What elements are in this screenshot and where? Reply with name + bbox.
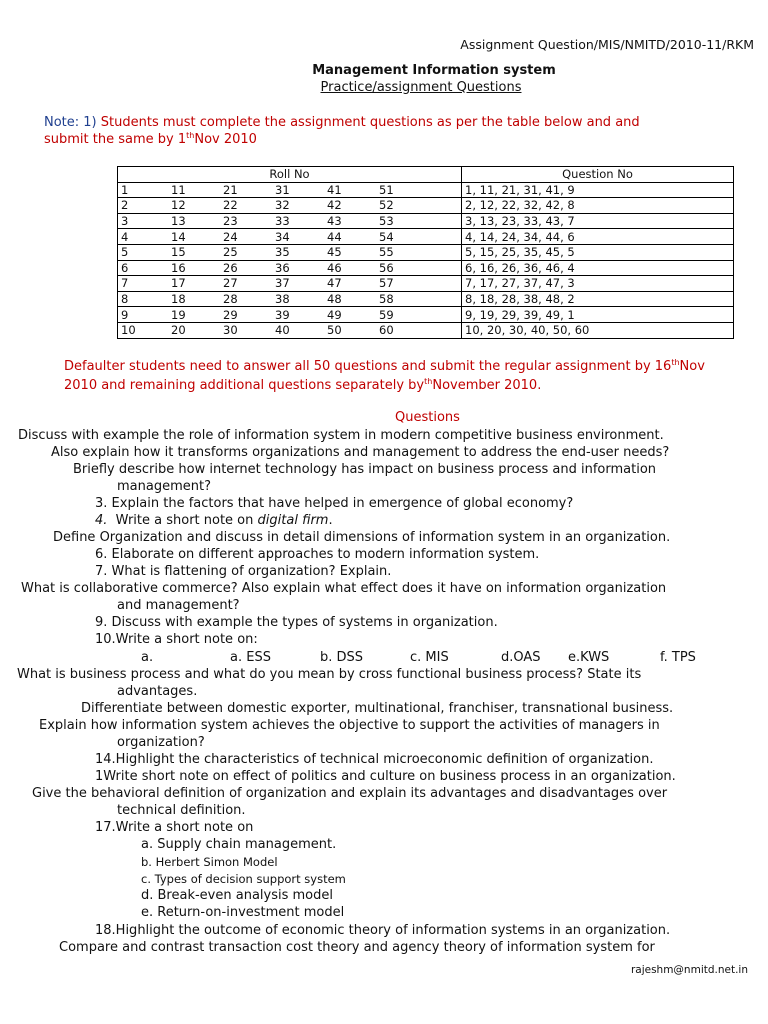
- question-4-number: 4.: [95, 513, 108, 528]
- table-header-row: [118, 167, 734, 183]
- roll-number: 58: [379, 292, 394, 307]
- roll-numbers-cell: [118, 276, 462, 292]
- roll-number: 27: [223, 276, 238, 291]
- question-17-d: d. Break-even analysis model: [141, 888, 333, 903]
- roll-numbers-cell: [118, 260, 462, 276]
- question-numbers-cell: 1, 11, 21, 31, 41, 9: [462, 182, 734, 198]
- note-superscript: th: [186, 131, 195, 140]
- question-17-a: a. Supply chain management.: [141, 837, 337, 852]
- option-ess: a. ESS: [230, 650, 271, 665]
- question-3: 3. Explain the factors that have helped in emergence of global economy?: [95, 496, 574, 511]
- question-numbers-cell: 4, 14, 24, 34, 44, 6: [462, 229, 734, 245]
- roll-number: 15: [171, 245, 186, 260]
- question-1: Discuss with example the role of information system in modern competitive business environment.: [18, 428, 664, 443]
- roll-number: 4: [121, 229, 129, 244]
- defaulter-line2: 2010 and remaining additional questions separately by: [64, 378, 425, 393]
- roll-number: 18: [171, 292, 186, 307]
- footer-email: rajeshm@nmitd.net.in: [630, 964, 748, 976]
- roll-number: 39: [275, 307, 290, 322]
- roll-no-header: Roll No: [118, 167, 462, 183]
- table-row: [118, 244, 734, 260]
- roll-number: 35: [275, 245, 290, 260]
- option-kws: e.KWS: [568, 650, 610, 665]
- roll-number: 11: [171, 182, 186, 197]
- question-14: 14.Highlight the characteristics of technical microeconomic definition of organization.: [95, 752, 654, 767]
- option-blank: a.: [141, 650, 154, 665]
- roll-number: 3: [121, 214, 129, 229]
- question-17: 17.Write a short note on: [95, 820, 254, 835]
- roll-number: 2: [121, 198, 129, 213]
- roll-number: 1: [121, 182, 129, 197]
- roll-number: 20: [171, 323, 186, 338]
- roll-number: 34: [275, 229, 290, 244]
- table-row: [118, 322, 734, 338]
- roll-number: 7: [121, 276, 129, 291]
- roll-numbers-cell: [118, 322, 462, 338]
- note-line2-a: submit the: [44, 132, 115, 147]
- roll-number: 28: [223, 292, 238, 307]
- table-row: [118, 276, 734, 292]
- roll-number: 19: [171, 307, 186, 322]
- defaulter-note: [64, 357, 768, 395]
- roll-number: 30: [223, 323, 238, 338]
- roll-number: 60: [379, 323, 394, 338]
- question-11: What is business process and what do you mean by cross functional business process? State its: [17, 667, 642, 682]
- roll-number: 46: [327, 260, 342, 275]
- defaulter-superscript-2: th: [424, 377, 433, 386]
- roll-number: 42: [327, 198, 342, 213]
- roll-number: 9: [121, 307, 129, 322]
- note-line1: Students must complete the assignment questions as per the table below and and: [100, 115, 640, 130]
- table-row: [118, 213, 734, 229]
- roll-number: 59: [379, 307, 394, 322]
- roll-number: 43: [327, 214, 342, 229]
- roll-number: 6: [121, 260, 129, 275]
- option-oas: d.OAS: [501, 650, 541, 665]
- roll-number: 26: [223, 260, 238, 275]
- roll-number: 24: [223, 229, 238, 244]
- question-17-c: c. Types of decision support system: [141, 872, 346, 886]
- roll-number: 12: [171, 198, 186, 213]
- question-10: 10.Write a short note on:: [95, 632, 258, 647]
- roll-number: 54: [379, 229, 394, 244]
- roll-numbers-cell: [118, 307, 462, 323]
- defaulter-superscript-1: th: [671, 358, 680, 367]
- question-19: Compare and contrast transaction cost theory and agency theory of information system for: [59, 940, 655, 955]
- question-13-continued: organization?: [117, 735, 205, 750]
- document-subtitle: Practice/assignment Questions: [320, 80, 522, 95]
- roll-number: 31: [275, 182, 290, 197]
- document-title: Management Information system: [312, 63, 556, 78]
- note-line2-c: Nov 2010: [194, 132, 257, 147]
- roll-number: 56: [379, 260, 394, 275]
- document-reference: Assignment Question/MIS/NMITD/2010-11/RKM: [460, 37, 754, 52]
- roll-number: 8: [121, 292, 129, 307]
- roll-numbers-cell: [118, 229, 462, 245]
- submission-note: [44, 114, 766, 148]
- question-17-b: b. Herbert Simon Model: [141, 855, 278, 869]
- question-11-continued: advantages.: [117, 684, 198, 699]
- roll-number: 17: [171, 276, 186, 291]
- roll-number: 13: [171, 214, 186, 229]
- roll-numbers-cell: [118, 182, 462, 198]
- roll-number: 21: [223, 182, 238, 197]
- roll-number: 44: [327, 229, 342, 244]
- roll-number: 40: [275, 323, 290, 338]
- question-8: What is collaborative commerce? Also explain what effect does it have on information organization: [21, 581, 667, 596]
- note-label: Note: 1): [44, 115, 97, 130]
- question-5: Define Organization and discuss in detail dimensions of information system in an organization.: [53, 530, 671, 545]
- defaulter-line1: Defaulter students need to answer all 50 questions and submit the regular assignment by 16: [64, 359, 672, 374]
- question-18: 18.Highlight the outcome of economic theory of information systems in an organization.: [95, 923, 671, 938]
- roll-number: 37: [275, 276, 290, 291]
- question-4-end: .: [328, 513, 333, 528]
- roll-number: 49: [327, 307, 342, 322]
- question-1-continued: Also explain how it transforms organizations and management to address the end-user needs?: [51, 445, 670, 460]
- roll-number: 16: [171, 260, 186, 275]
- table-row: [118, 229, 734, 245]
- roll-number: 33: [275, 214, 290, 229]
- table-row: [118, 182, 734, 198]
- question-no-header: Question No: [462, 167, 734, 183]
- question-2-continued: management?: [117, 479, 211, 494]
- roll-number: 51: [379, 182, 394, 197]
- question-numbers-cell: 2, 12, 22, 32, 42, 8: [462, 198, 734, 214]
- roll-number: 41: [327, 182, 342, 197]
- question-16-continued: technical definition.: [117, 803, 246, 818]
- defaulter-line2-end: November 2010.: [432, 378, 542, 393]
- option-tps: f. TPS: [660, 650, 696, 665]
- question-2: Briefly describe how internet technology has impact on business process and information: [73, 462, 657, 477]
- question-numbers-cell: 5, 15, 25, 35, 45, 5: [462, 244, 734, 260]
- roll-number: 57: [379, 276, 394, 291]
- roll-number: 5: [121, 245, 129, 260]
- roll-number: 48: [327, 292, 342, 307]
- question-8-continued: and management?: [117, 598, 240, 613]
- note-line2-b: same by 1: [118, 132, 187, 147]
- option-mis: c. MIS: [410, 650, 449, 665]
- roll-number: 25: [223, 245, 238, 260]
- table-row: [118, 198, 734, 214]
- question-numbers-cell: 9, 19, 29, 39, 49, 1: [462, 307, 734, 323]
- roll-number: 36: [275, 260, 290, 275]
- question-numbers-cell: 6, 16, 26, 36, 46, 4: [462, 260, 734, 276]
- option-dss: b. DSS: [320, 650, 364, 665]
- roll-number: 10: [121, 323, 136, 338]
- roll-numbers-cell: [118, 198, 462, 214]
- roll-number: 53: [379, 214, 394, 229]
- question-4-text: Write a short note on: [115, 513, 254, 528]
- roll-number: 47: [327, 276, 342, 291]
- question-12: Differentiate between domestic exporter, multinational, franchiser, transnational business.: [81, 701, 674, 716]
- question-13: Explain how information system achieves the objective to support the activities of managers in: [39, 718, 660, 733]
- question-numbers-cell: 8, 18, 28, 38, 48, 2: [462, 291, 734, 307]
- question-numbers-cell: 10, 20, 30, 40, 50, 60: [462, 322, 734, 338]
- roll-numbers-cell: [118, 244, 462, 260]
- assignment-table: [117, 166, 734, 339]
- table-row: [118, 291, 734, 307]
- question-6: 6. Elaborate on different approaches to modern information system.: [95, 547, 540, 562]
- roll-number: 52: [379, 198, 394, 213]
- roll-number: 22: [223, 198, 238, 213]
- question-numbers-cell: 3, 13, 23, 33, 43, 7: [462, 213, 734, 229]
- roll-number: 32: [275, 198, 290, 213]
- roll-number: 38: [275, 292, 290, 307]
- questions-heading: Questions: [395, 410, 460, 425]
- question-numbers-cell: 7, 17, 27, 37, 47, 3: [462, 276, 734, 292]
- table-row: [118, 307, 734, 323]
- roll-numbers-cell: [118, 213, 462, 229]
- roll-number: 50: [327, 323, 342, 338]
- question-4-italic: digital firm: [257, 513, 329, 528]
- roll-number: 45: [327, 245, 342, 260]
- question-17-e: e. Return-on-investment model: [141, 905, 345, 920]
- roll-number: 14: [171, 229, 186, 244]
- question-15: 1Write short note on effect of politics and culture on business process in an organization.: [95, 769, 676, 784]
- roll-number: 55: [379, 245, 394, 260]
- table-row: [118, 260, 734, 276]
- question-9: 9. Discuss with example the types of systems in organization.: [95, 615, 498, 630]
- roll-number: 29: [223, 307, 238, 322]
- roll-numbers-cell: [118, 291, 462, 307]
- defaulter-line1-end: Nov: [679, 359, 705, 374]
- question-7: 7. What is flattening of organization? Explain.: [95, 564, 392, 579]
- question-16: Give the behavioral definition of organization and explain its advantages and disadvantages over: [32, 786, 668, 801]
- roll-number: 23: [223, 214, 238, 229]
- question-4: [95, 512, 333, 529]
